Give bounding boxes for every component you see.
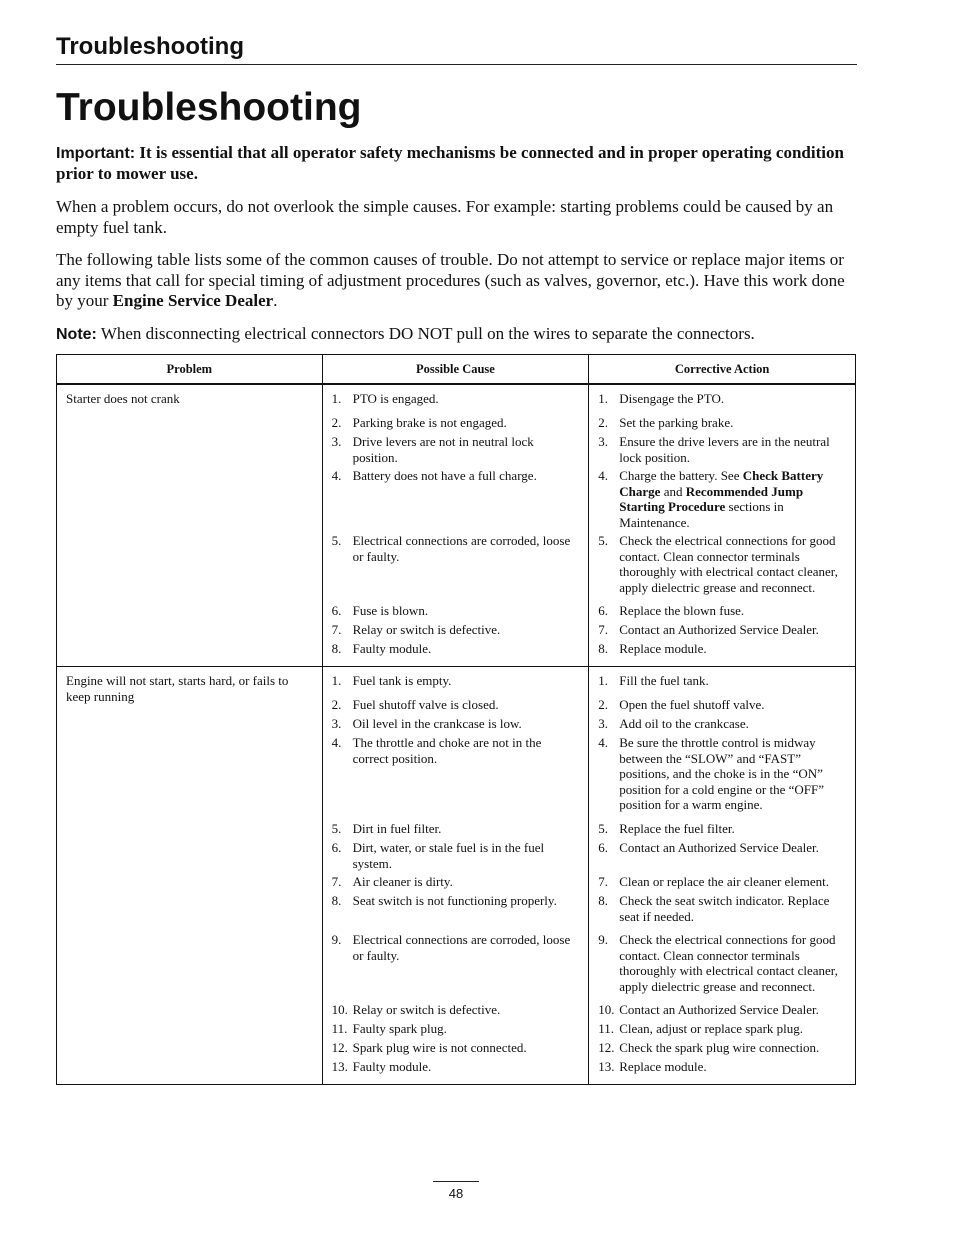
item-number: 9.: [598, 932, 609, 947]
action-text: [619, 874, 829, 890]
action-segment: Clean or replace the air cleaner element.: [619, 874, 829, 889]
note-text: When disconnecting electrical connectors DO NOT pull on the wires to separate the connectors.: [100, 324, 755, 343]
page-number: 48: [433, 1181, 479, 1201]
action-text: [619, 821, 735, 837]
action-segment: Clean, adjust or replace spark plug.: [619, 1021, 804, 1036]
item-number: 2.: [331, 697, 342, 712]
cause-item: [332, 735, 581, 813]
cause-item: [332, 1021, 581, 1037]
cause-text: Fuse is blown.: [352, 603, 429, 618]
item-number: 5.: [331, 821, 342, 836]
cause-cell: [322, 384, 589, 667]
item-number: 3.: [331, 716, 342, 731]
action-item: [598, 840, 847, 871]
cause-item: [332, 641, 581, 657]
action-text: [619, 391, 724, 407]
item-number: 8.: [331, 641, 342, 656]
cause-item: [332, 932, 581, 994]
action-segment: Ensure the drive levers are in the neutral lock position.: [619, 434, 830, 465]
action-item: [598, 641, 847, 657]
action-segment: Fill the fuel tank.: [619, 673, 709, 688]
action-item: [598, 1059, 847, 1075]
cause-item: [332, 434, 581, 465]
action-item: [598, 434, 847, 465]
header-problem: Problem: [57, 355, 323, 385]
item-number: 12.: [331, 1040, 348, 1055]
item-number: 2.: [598, 697, 609, 712]
action-cell: [589, 384, 856, 667]
action-text: [619, 533, 847, 595]
action-item: [598, 735, 847, 813]
table-row: [57, 667, 856, 1085]
item-number: 7.: [598, 622, 609, 637]
item-number: 11.: [331, 1021, 348, 1036]
action-segment: Disengage the PTO.: [619, 391, 725, 406]
cause-item: [332, 716, 581, 732]
action-segment: Contact an Authorized Service Dealer.: [619, 840, 819, 855]
cause-text: Faulty module.: [352, 1059, 432, 1074]
problem-cell: Engine will not start, starts hard, or fails to keep running: [57, 667, 323, 1085]
cause-text: Electrical connections are corroded, loose or faulty.: [352, 932, 571, 963]
cause-text: Faulty spark plug.: [352, 1021, 447, 1036]
cause-text: Air cleaner is dirty.: [352, 874, 453, 889]
cause-item: [332, 415, 581, 431]
item-number: 3.: [598, 434, 609, 449]
item-number: 2.: [331, 415, 342, 430]
cause-item: [332, 1059, 581, 1075]
cause-text: Relay or switch is defective.: [352, 622, 501, 637]
action-item: [598, 1040, 847, 1056]
cause-item: [332, 893, 581, 924]
action-segment: Charge the battery. See: [619, 468, 743, 483]
section-header: Troubleshooting: [56, 33, 244, 60]
item-number: 5.: [598, 533, 609, 548]
item-number: 1.: [598, 673, 609, 688]
action-text: [619, 468, 847, 530]
action-segment: Check the electrical connections for good contact. Clean connector terminals thoroughly with electrical contact cleaner, apply dielectric grease and reconnect.: [619, 533, 838, 595]
action-text: [619, 932, 847, 994]
action-text: [619, 622, 819, 638]
action-segment: Check the spark plug wire connection.: [619, 1040, 820, 1055]
troubleshooting-table: [56, 354, 856, 1085]
item-number: 1.: [331, 391, 342, 406]
paragraph-simple-causes: When a problem occurs, do not overlook the simple causes. For example: starting problems could be caused by an empty fuel tank.: [56, 197, 834, 237]
action-item: [598, 533, 847, 595]
item-number: 6.: [598, 840, 609, 855]
cause-item: [332, 1040, 581, 1056]
action-item: [598, 415, 847, 431]
important-label: Important:: [56, 145, 136, 162]
table-header-row: [57, 355, 856, 385]
action-segment: Add oil to the crankcase.: [619, 716, 749, 731]
cause-item: [332, 603, 581, 619]
header-possible-cause: Possible Cause: [322, 355, 589, 385]
item-number: 1.: [598, 391, 609, 406]
action-segment: Replace the blown fuse.: [619, 603, 745, 618]
cause-text: Spark plug wire is not connected.: [352, 1040, 527, 1055]
item-number: 13.: [331, 1059, 348, 1074]
item-number: 4.: [331, 468, 342, 483]
action-reference: Recommended Jump Starting Procedure: [619, 483, 804, 514]
cause-item: [332, 1002, 581, 1018]
cause-text: Drive levers are not in neutral lock position.: [352, 434, 534, 465]
item-number: 10.: [331, 1002, 348, 1017]
header-divider: [56, 64, 857, 65]
item-number: 7.: [331, 622, 342, 637]
cause-cell: [322, 667, 589, 1085]
action-text: [619, 415, 733, 431]
action-item: [598, 391, 847, 407]
dealer-emphasis: Engine Service Dealer: [112, 291, 274, 310]
item-number: 6.: [598, 603, 609, 618]
action-segment: sections in Maintenance.: [619, 499, 784, 530]
item-number: 3.: [598, 716, 609, 731]
action-text: [619, 434, 847, 465]
action-segment: Contact an Authorized Service Dealer.: [619, 1002, 819, 1017]
action-segment: Check the electrical connections for good contact. Clean connector terminals thoroughly with electrical contact cleaner, apply dielectric grease and reconnect.: [619, 932, 838, 994]
item-number: 12.: [598, 1040, 615, 1055]
action-item: [598, 673, 847, 689]
item-number: 13.: [598, 1059, 615, 1074]
page-title: Troubleshooting: [56, 86, 362, 129]
item-number: 4.: [331, 735, 342, 750]
cause-item: [332, 391, 581, 407]
action-text: [619, 1040, 819, 1056]
action-text: [619, 840, 819, 871]
action-text: [619, 716, 749, 732]
cause-text: Faulty module.: [352, 641, 432, 656]
action-text: [619, 1059, 706, 1075]
table-row: [57, 384, 856, 667]
item-number: 10.: [598, 1002, 615, 1017]
action-segment: Contact an Authorized Service Dealer.: [619, 622, 819, 637]
item-number: 5.: [598, 821, 609, 836]
para-end: .: [273, 291, 278, 310]
action-text: [619, 1021, 803, 1037]
cause-text: Dirt, water, or stale fuel is in the fuel system.: [352, 840, 545, 871]
item-number: 2.: [598, 415, 609, 430]
important-notice: [56, 143, 856, 184]
action-segment: and: [660, 483, 686, 499]
item-number: 7.: [331, 874, 342, 889]
action-text: [619, 735, 847, 813]
action-item: [598, 932, 847, 994]
action-text: [619, 697, 764, 713]
action-segment: Be sure the throttle control is midway between the “SLOW” and “FAST” positions, and the choke is in the “ON” position for a cold engine or the “OFF” position for a warm engine.: [619, 735, 824, 812]
action-text: [619, 603, 744, 619]
header-corrective-action: Corrective Action: [589, 355, 856, 385]
item-number: 4.: [598, 468, 609, 483]
action-item: [598, 468, 847, 530]
item-number: 1.: [331, 673, 342, 688]
action-text: [619, 893, 847, 924]
note-label: Note:: [56, 326, 97, 343]
action-segment: Replace module.: [619, 1059, 707, 1074]
cause-text: Dirt in fuel filter.: [352, 821, 442, 836]
action-segment: Check the seat switch indicator. Replace seat if needed.: [619, 893, 830, 924]
action-item: [598, 1002, 847, 1018]
cause-item: [332, 821, 581, 837]
cause-text: Fuel tank is empty.: [352, 673, 452, 688]
paragraph-table-intro: [56, 250, 856, 312]
item-number: 5.: [331, 533, 342, 548]
cause-item: [332, 468, 581, 530]
action-text: [619, 1002, 819, 1018]
note: [56, 324, 856, 345]
item-number: 8.: [598, 641, 609, 656]
problem-cell: Starter does not crank: [57, 384, 323, 667]
cause-text: Battery does not have a full charge.: [352, 468, 537, 483]
action-text: [619, 673, 709, 689]
cause-item: [332, 874, 581, 890]
item-number: 9.: [331, 932, 342, 947]
action-segment: Open the fuel shutoff valve.: [619, 697, 765, 712]
cause-text: The throttle and choke are not in the correct position.: [352, 735, 542, 766]
cause-text: Electrical connections are corroded, loose or faulty.: [352, 533, 571, 564]
cause-text: Parking brake is not engaged.: [352, 415, 507, 430]
item-number: 11.: [598, 1021, 615, 1036]
cause-text: Relay or switch is defective.: [352, 1002, 501, 1017]
action-item: [598, 622, 847, 638]
para-text: The following table lists some of the common causes of trouble. Do not attempt to service or replace major items or any items that call for special timing of adjustment procedures (such as valves, governor, etc.). Have this work done by your: [56, 250, 845, 310]
action-item: [598, 716, 847, 732]
action-item: [598, 821, 847, 837]
item-number: 3.: [331, 434, 342, 449]
action-cell: [589, 667, 856, 1085]
cause-item: [332, 622, 581, 638]
item-number: 7.: [598, 874, 609, 889]
action-reference: Check Battery Charge: [619, 468, 824, 499]
item-number: 6.: [331, 840, 342, 855]
item-number: 8.: [331, 893, 342, 908]
action-item: [598, 893, 847, 924]
cause-text: PTO is engaged.: [352, 391, 439, 406]
action-item: [598, 1021, 847, 1037]
action-item: [598, 874, 847, 890]
action-text: [619, 641, 706, 657]
action-item: [598, 603, 847, 619]
action-segment: Set the parking brake.: [619, 415, 734, 430]
action-item: [598, 697, 847, 713]
cause-text: Oil level in the crankcase is low.: [352, 716, 522, 731]
cause-item: [332, 533, 581, 595]
important-text: It is essential that all operator safety mechanisms be connected and in proper operating condition prior to mower use.: [56, 143, 844, 183]
action-segment: Replace the fuel filter.: [619, 821, 735, 836]
action-segment: Replace module.: [619, 641, 707, 656]
cause-item: [332, 697, 581, 713]
item-number: 8.: [598, 893, 609, 908]
cause-item: [332, 673, 581, 689]
item-number: 6.: [331, 603, 342, 618]
cause-text: Fuel shutoff valve is closed.: [352, 697, 499, 712]
cause-item: [332, 840, 581, 871]
item-number: 4.: [598, 735, 609, 750]
cause-text: Seat switch is not functioning properly.: [352, 893, 557, 908]
